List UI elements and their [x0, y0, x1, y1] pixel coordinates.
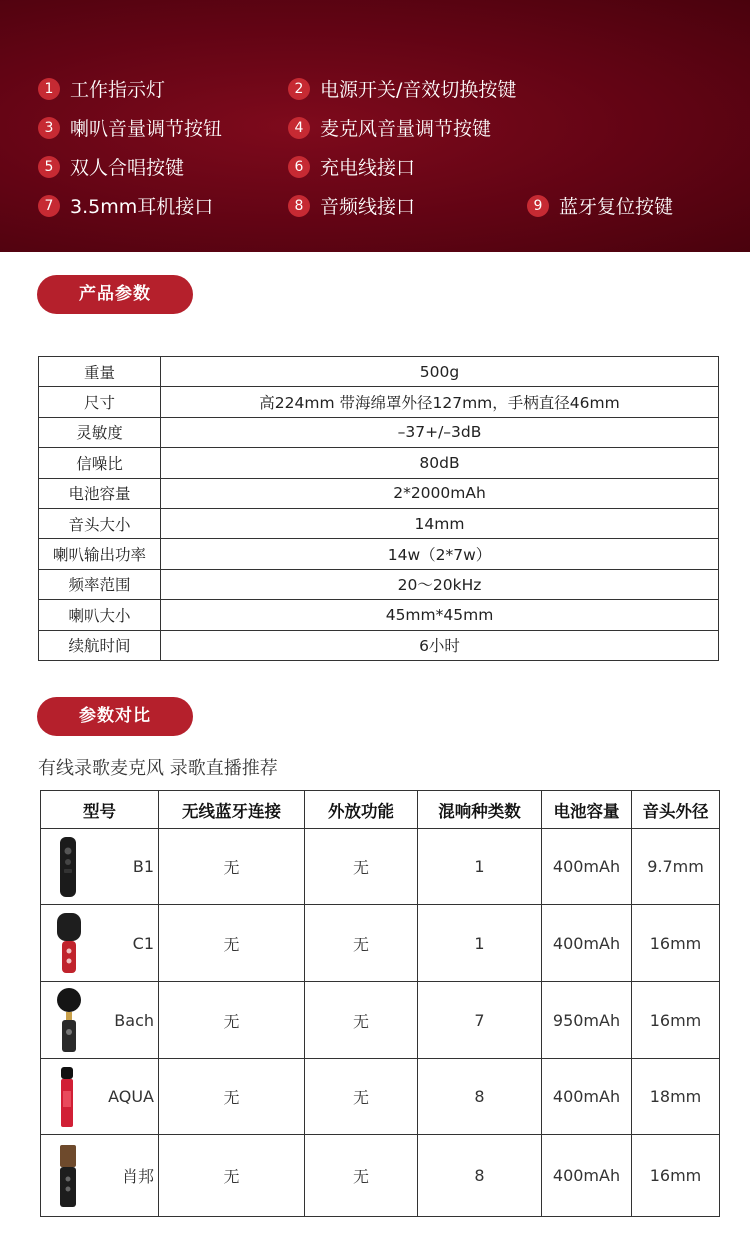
- param-key: 喇叭输出功率: [39, 539, 161, 569]
- speaker-cell: 无: [305, 829, 418, 905]
- head-diameter-cell: 16mm: [632, 1135, 720, 1217]
- bluetooth-cell: 无: [159, 982, 305, 1059]
- model-cell: [41, 1135, 159, 1217]
- feature-number-badge: 3: [38, 117, 60, 139]
- table-row: [39, 600, 719, 630]
- param-value: 14mm: [161, 508, 719, 538]
- param-value: 14w（2*7w）: [161, 539, 719, 569]
- microphone-aqua-image: [55, 1065, 79, 1129]
- feature-number-badge: 6: [288, 156, 310, 178]
- battery-cell: 950mAh: [542, 982, 632, 1059]
- header-reverb: 混响种类数: [418, 791, 542, 829]
- bluetooth-cell: 无: [159, 905, 305, 982]
- compare-section-title: 参数对比: [37, 697, 193, 736]
- param-key: 音头大小: [39, 508, 161, 538]
- feature-item: [288, 114, 491, 141]
- header-head-diameter: 音头外径: [632, 791, 720, 829]
- battery-cell: 400mAh: [542, 1135, 632, 1217]
- feature-number-badge: 4: [288, 117, 310, 139]
- microphone-bach-image: [55, 986, 83, 1054]
- feature-label: 蓝牙复位按键: [559, 196, 674, 218]
- model-name: Bach: [114, 1010, 154, 1030]
- microphone-b1-image: [55, 835, 81, 899]
- param-value: –37+/–3dB: [161, 417, 719, 447]
- feature-number-badge: 5: [38, 156, 60, 178]
- feature-label: 双人合唱按键: [70, 157, 185, 179]
- feature-item: [38, 114, 222, 141]
- head-diameter-cell: 18mm: [632, 1059, 720, 1135]
- param-value: 45mm*45mm: [161, 600, 719, 630]
- feature-item: [38, 153, 184, 180]
- feature-label: 充电线接口: [320, 157, 416, 179]
- feature-item: [288, 75, 516, 102]
- table-row: [39, 539, 719, 569]
- feature-item: [288, 192, 415, 219]
- head-diameter-cell: 9.7mm: [632, 829, 720, 905]
- battery-cell: 400mAh: [542, 1059, 632, 1135]
- param-key: 尺寸: [39, 387, 161, 417]
- feature-number-badge: 2: [288, 78, 310, 100]
- reverb-cell: 1: [418, 829, 542, 905]
- model-cell: [41, 829, 159, 905]
- speaker-cell: 无: [305, 982, 418, 1059]
- params-table: [38, 356, 719, 661]
- feature-number-badge: 7: [38, 195, 60, 217]
- param-key: 信噪比: [39, 448, 161, 478]
- feature-label: 喇叭音量调节按钮: [70, 118, 223, 140]
- head-diameter-cell: 16mm: [632, 905, 720, 982]
- param-key: 重量: [39, 357, 161, 387]
- table-row: [41, 829, 720, 905]
- feature-number-badge: 9: [527, 195, 549, 217]
- feature-number-badge: 1: [38, 78, 60, 100]
- param-value: 80dB: [161, 448, 719, 478]
- bluetooth-cell: 无: [159, 1135, 305, 1217]
- param-key: 喇叭大小: [39, 600, 161, 630]
- param-value: 500g: [161, 357, 719, 387]
- feature-item: [288, 153, 415, 180]
- table-row: [39, 478, 719, 508]
- table-row: [39, 387, 719, 417]
- table-row: [39, 630, 719, 660]
- table-row: [39, 569, 719, 599]
- header-battery: 电池容量: [542, 791, 632, 829]
- compare-table: [40, 790, 720, 1217]
- table-row: [41, 1135, 720, 1217]
- param-value: 2*2000mAh: [161, 478, 719, 508]
- header-bluetooth: 无线蓝牙连接: [159, 791, 305, 829]
- table-row: [41, 905, 720, 982]
- speaker-cell: 无: [305, 905, 418, 982]
- model-cell: [41, 905, 159, 982]
- microphone-chopin-image: [55, 1143, 81, 1209]
- model-name: 肖邦: [121, 1167, 154, 1186]
- model-cell: [41, 982, 159, 1059]
- reverb-cell: 8: [418, 1135, 542, 1217]
- model-name: C1: [132, 933, 154, 953]
- table-row: [39, 417, 719, 447]
- speaker-cell: 无: [305, 1135, 418, 1217]
- feature-number-badge: 8: [288, 195, 310, 217]
- param-key: 续航时间: [39, 630, 161, 660]
- speaker-cell: 无: [305, 1059, 418, 1135]
- param-key: 电池容量: [39, 478, 161, 508]
- param-key: 灵敏度: [39, 417, 161, 447]
- microphone-c1-image: [55, 911, 83, 975]
- table-row: [39, 508, 719, 538]
- compare-subtitle: 有线录歌麦克风 录歌直播推荐: [38, 758, 278, 779]
- header-speaker: 外放功能: [305, 791, 418, 829]
- model-cell: [41, 1059, 159, 1135]
- head-diameter-cell: 16mm: [632, 982, 720, 1059]
- param-value: 20～20kHz: [161, 569, 719, 599]
- feature-label: 麦克风音量调节按键: [320, 118, 492, 140]
- reverb-cell: 7: [418, 982, 542, 1059]
- param-value: 6小时: [161, 630, 719, 660]
- param-key: 频率范围: [39, 569, 161, 599]
- feature-label: 电源开关/音效切换按键: [320, 79, 517, 101]
- feature-label: 工作指示灯: [70, 79, 166, 101]
- table-header-row: [41, 791, 720, 829]
- battery-cell: 400mAh: [542, 905, 632, 982]
- feature-item: [527, 192, 673, 219]
- feature-label: 音频线接口: [320, 196, 416, 218]
- model-name: AQUA: [108, 1087, 154, 1106]
- table-row: [41, 982, 720, 1059]
- feature-banner: [0, 0, 750, 252]
- bluetooth-cell: 无: [159, 829, 305, 905]
- reverb-cell: 8: [418, 1059, 542, 1135]
- battery-cell: 400mAh: [542, 829, 632, 905]
- feature-item: [38, 192, 213, 219]
- bluetooth-cell: 无: [159, 1059, 305, 1135]
- feature-item: [38, 75, 165, 102]
- params-section-title: 产品参数: [37, 275, 193, 314]
- table-row: [41, 1059, 720, 1135]
- model-name: B1: [132, 857, 154, 876]
- feature-label: 3.5mm耳机接口: [70, 196, 214, 218]
- header-model: 型号: [41, 791, 159, 829]
- reverb-cell: 1: [418, 905, 542, 982]
- table-row: [39, 357, 719, 387]
- table-row: [39, 448, 719, 478]
- param-value: 高224mm 带海绵罩外径127mm，手柄直径46mm: [161, 387, 719, 417]
